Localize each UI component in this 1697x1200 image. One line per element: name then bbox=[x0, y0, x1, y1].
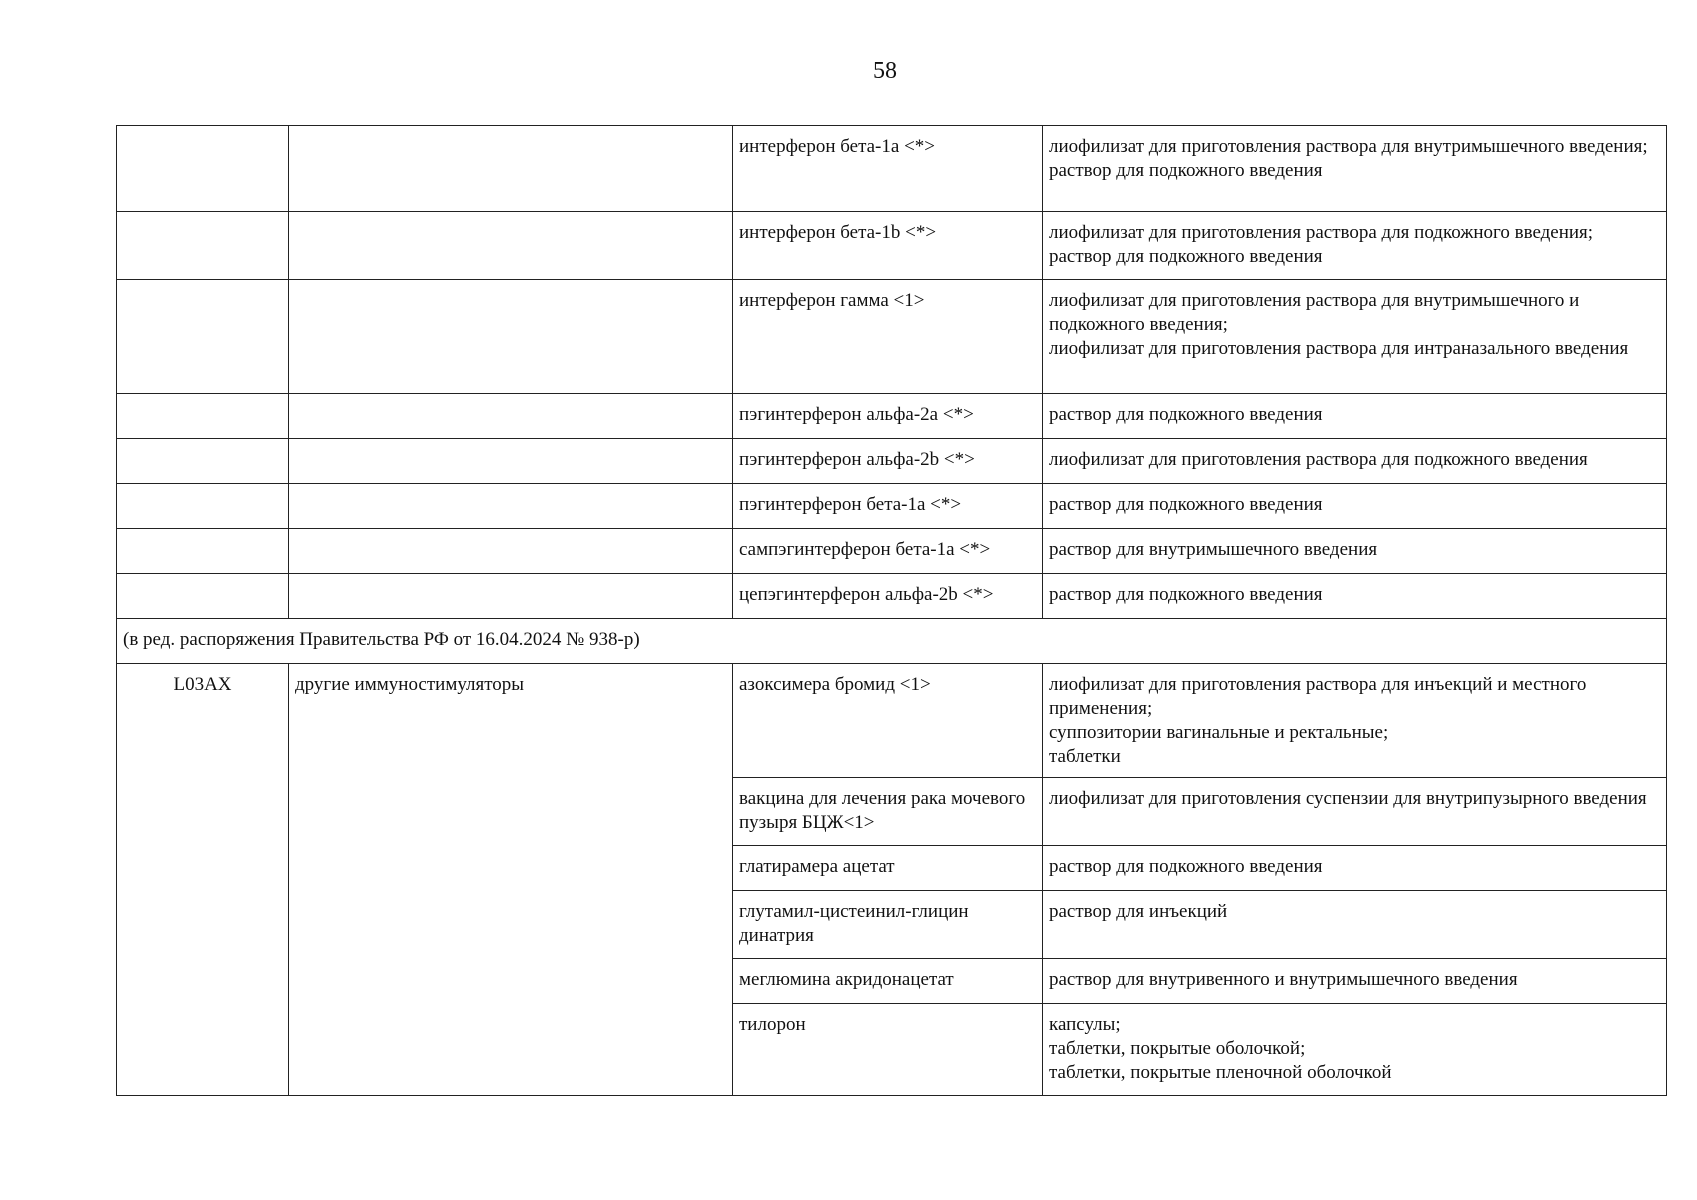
drug-name-cell: глутамил-цистеинил-глицин динатрия bbox=[733, 891, 1043, 959]
drug-name-cell: цепэгинтерферон альфа-2b <*> bbox=[733, 574, 1043, 619]
group-name-cell bbox=[289, 394, 733, 439]
dosage-forms-cell bbox=[1043, 1004, 1667, 1096]
table-row bbox=[117, 280, 1667, 394]
group-name-cell bbox=[289, 212, 733, 280]
dosage-form: таблетки, покрытые оболочкой; bbox=[1049, 1038, 1306, 1059]
table-row bbox=[117, 574, 1667, 619]
dosage-form: суппозитории вагинальные и ректальные; bbox=[1049, 722, 1389, 743]
group-name-cell bbox=[289, 439, 733, 484]
table-row bbox=[117, 529, 1667, 574]
dosage-form: лиофилизат для приготовления раствора для внутримышечного и подкожного введения; bbox=[1049, 290, 1580, 335]
atc-code-cell bbox=[117, 484, 289, 529]
page-number: 58 bbox=[873, 58, 897, 84]
dosage-form: раствор для подкожного введения bbox=[1049, 246, 1323, 267]
drug-name-cell: пэгинтерферон альфа-2a <*> bbox=[733, 394, 1043, 439]
dosage-forms-cell bbox=[1043, 394, 1667, 439]
dosage-form: раствор для инъекций bbox=[1049, 901, 1228, 922]
dosage-form: раствор для подкожного введения bbox=[1049, 404, 1323, 425]
dosage-forms-cell bbox=[1043, 126, 1667, 212]
table-row bbox=[117, 394, 1667, 439]
table-row bbox=[117, 212, 1667, 280]
atc-code-cell bbox=[117, 126, 289, 212]
group-name-cell bbox=[289, 280, 733, 394]
drug-name-cell: меглюмина акридонацетат bbox=[733, 959, 1043, 1004]
dosage-form: таблетки bbox=[1049, 746, 1121, 767]
drug-name-cell: пэгинтерферон бета-1a <*> bbox=[733, 484, 1043, 529]
table-row bbox=[117, 484, 1667, 529]
dosage-forms-cell bbox=[1043, 959, 1667, 1004]
atc-code-cell bbox=[117, 529, 289, 574]
drug-name-cell: сампэгинтерферон бета-1a <*> bbox=[733, 529, 1043, 574]
table-row bbox=[117, 439, 1667, 484]
table-row bbox=[117, 126, 1667, 212]
dosage-forms-cell bbox=[1043, 574, 1667, 619]
dosage-form: раствор для подкожного введения bbox=[1049, 856, 1323, 877]
drug-name-cell: интерферон гамма <1> bbox=[733, 280, 1043, 394]
drug-name-cell: тилорон bbox=[733, 1004, 1043, 1096]
drug-name-cell: пэгинтерферон альфа-2b <*> bbox=[733, 439, 1043, 484]
table-row bbox=[117, 664, 1667, 778]
dosage-form: раствор для подкожного введения bbox=[1049, 160, 1323, 181]
atc-code-cell bbox=[117, 280, 289, 394]
dosage-forms-cell bbox=[1043, 778, 1667, 846]
dosage-form: раствор для подкожного введения bbox=[1049, 494, 1323, 515]
atc-code-cell: L03AX bbox=[117, 664, 289, 1096]
dosage-form: лиофилизат для приготовления суспензии для внутрипузырного введения bbox=[1049, 788, 1647, 809]
group-name-cell bbox=[289, 126, 733, 212]
atc-code-cell bbox=[117, 212, 289, 280]
dosage-form: лиофилизат для приготовления раствора для подкожного введения; bbox=[1049, 222, 1594, 243]
drug-name-cell: вакцина для лечения рака мочевого пузыря БЦЖ<1> bbox=[733, 778, 1043, 846]
amendment-note: (в ред. распоряжения Правительства РФ от 16.04.2024 № 938-р) bbox=[117, 619, 1667, 664]
drug-name-cell: интерферон бета-1a <*> bbox=[733, 126, 1043, 212]
dosage-forms-cell bbox=[1043, 846, 1667, 891]
dosage-form: капсулы; bbox=[1049, 1014, 1121, 1035]
dosage-forms-cell bbox=[1043, 664, 1667, 778]
dosage-forms-cell bbox=[1043, 439, 1667, 484]
drug-table bbox=[116, 125, 1667, 1096]
dosage-forms-cell bbox=[1043, 212, 1667, 280]
drug-name-cell: глатирамера ацетат bbox=[733, 846, 1043, 891]
group-name-cell bbox=[289, 574, 733, 619]
group-name-cell bbox=[289, 484, 733, 529]
dosage-forms-cell bbox=[1043, 484, 1667, 529]
drug-name-cell: азоксимера бромид <1> bbox=[733, 664, 1043, 778]
table-row bbox=[117, 619, 1667, 664]
dosage-form: лиофилизат для приготовления раствора для интраназального введения bbox=[1049, 338, 1629, 359]
atc-code-cell bbox=[117, 439, 289, 484]
dosage-forms-cell bbox=[1043, 529, 1667, 574]
dosage-form: раствор для подкожного введения bbox=[1049, 584, 1323, 605]
dosage-form: таблетки, покрытые пленочной оболочкой bbox=[1049, 1062, 1392, 1083]
dosage-form: лиофилизат для приготовления раствора для внутримышечного введения; bbox=[1049, 136, 1648, 157]
dosage-forms-cell bbox=[1043, 280, 1667, 394]
dosage-form: лиофилизат для приготовления раствора для подкожного введения bbox=[1049, 449, 1588, 470]
drug-name-cell: интерферон бета-1b <*> bbox=[733, 212, 1043, 280]
dosage-form: лиофилизат для приготовления раствора для инъекций и местного применения; bbox=[1049, 674, 1587, 719]
group-name-cell bbox=[289, 529, 733, 574]
atc-code-cell bbox=[117, 394, 289, 439]
dosage-form: раствор для внутримышечного введения bbox=[1049, 539, 1378, 560]
dosage-forms-cell bbox=[1043, 891, 1667, 959]
dosage-form: раствор для внутривенного и внутримышечного введения bbox=[1049, 969, 1518, 990]
group-name-cell: другие иммуностимуляторы bbox=[289, 664, 733, 1096]
atc-code-cell bbox=[117, 574, 289, 619]
